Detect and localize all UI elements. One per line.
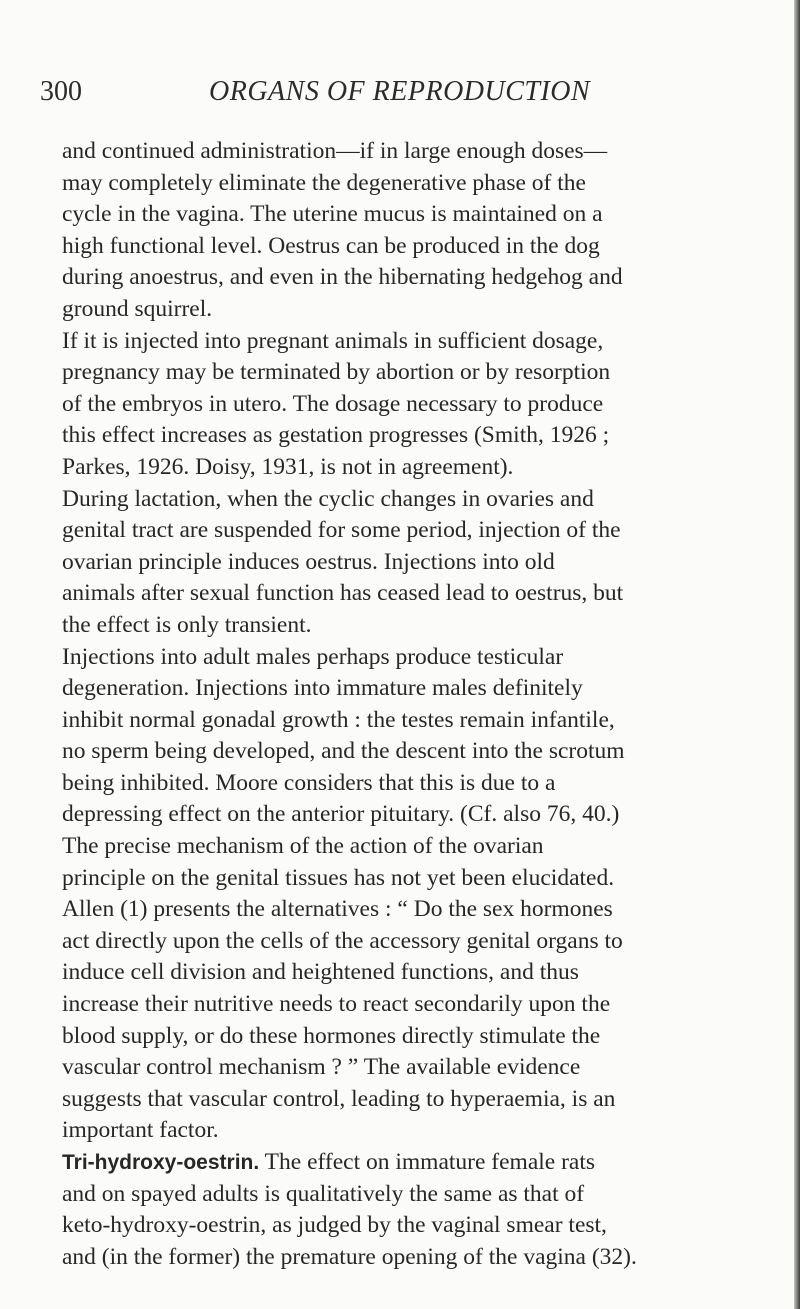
page-number: 300 (40, 76, 82, 107)
page-edge (794, 0, 800, 1309)
paragraph-tri-hydroxy-oestrin (62, 1147, 782, 1273)
body-text (62, 136, 782, 1273)
paragraph-pregnancy: If it is injected into pregnant animals in sufficient dosage, pregnancy may be terminated by abortion or by resorption of the embryos in utero. The dosage necessary to produce this effect increases as gestation progresses (Smith, 1926 ; Parkes, 1926. Doisy, 1931, is not in agreement). (62, 327, 611, 480)
paragraph-males: Injections into adult males perhaps produce testicular degeneration. Injections into immature males definitely inhibit normal gonadal growth : the testes remain infantile, no sperm being developed, and the descent into the scrotum being inhibited. Moore considers that this is due to a depressing effect on the anterior pituitary. (Cf. also 76, 40.) (62, 643, 625, 828)
section-text: The effect on immature female rats and on spayed adults is qualitatively the same as that of keto-hydroxy-oestrin, as judged by the vaginal smear test, and (in the former) the premature opening of the vagina (32). (62, 1149, 637, 1270)
running-title: ORGANS OF REPRODUCTION (209, 76, 591, 107)
paragraph-lactation: During lactation, when the cyclic changes in ovaries and genital tract are suspended for some period, injection of the ovarian principle induces oestrus. Injections into old animals after sexual function has ceased lead to oestrus, but the effect is only transient. (62, 485, 624, 638)
section-heading: Tri-hydroxy-oestrin. (62, 1151, 260, 1174)
page-header (40, 76, 740, 120)
paragraph-mechanism: The precise mechanism of the action of the ovarian principle on the genital tissues has not yet been elucidated. Allen (1) presents the alternatives : “ Do the sex hormones act directly upon the cells of the accessory genital organs to induce cell division and heightened functions, and thus increase their nutritive needs to react secondarily upon the blood supply, or do these hormones directly stimulate the vascular control mechanism ? ” The available evidence suggests that vascular control, leading to hyperaemia, is an important factor. (62, 833, 623, 1144)
paragraph-continued-administration: and continued administration—if in large enough doses— may completely eliminate the degenerative phase of the cycle in the vagina. The uterine mucus is maintained on a high functional level. Oestrus can be produced in the dog during anoestrus, and even in the hibernating hedgehog and ground squirrel. (62, 138, 623, 322)
